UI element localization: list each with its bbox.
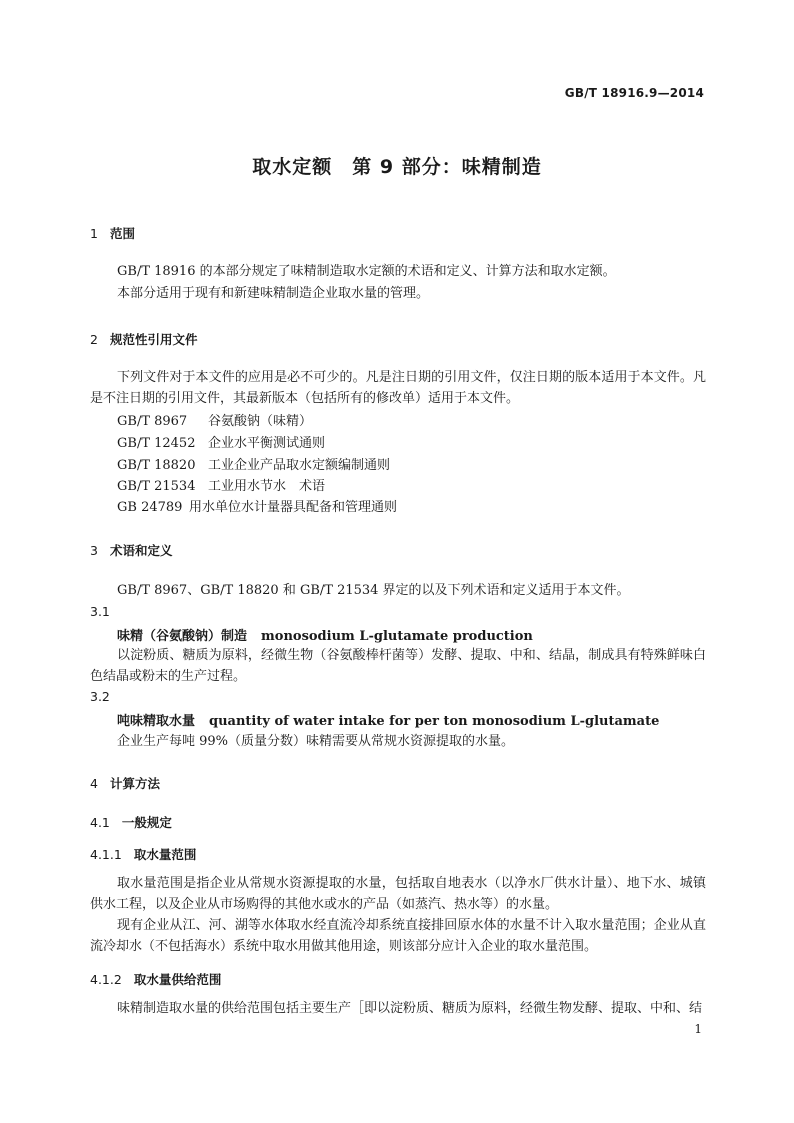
reference-code: GB/T 8967 <box>117 414 188 429</box>
section-1-heading <box>90 224 135 242</box>
section-title: 范围 <box>109 226 135 241</box>
section-title: 术语和定义 <box>109 543 173 558</box>
paragraph: 味精制造取水量的供给范围包括主要生产［即以淀粉质、糖质为原料，经微生物发酵、提取、中和、结 <box>117 1001 703 1016</box>
reference-title: 工业用水节水 术语 <box>208 479 326 494</box>
section-title: 规范性引用文件 <box>109 332 198 347</box>
document-title: 取水定额 第 9 部分：味精制造 <box>252 156 542 178</box>
page-number: 1 <box>694 1022 702 1036</box>
term-zh: 吨味精取水量 <box>117 714 196 729</box>
reference-code: GB/T 18820 <box>117 458 196 473</box>
reference-item <box>117 411 312 432</box>
section-4-heading <box>90 774 160 792</box>
subsection-4-1-heading <box>90 813 172 831</box>
reference-item <box>117 497 397 518</box>
section-title: 计算方法 <box>109 776 160 791</box>
term-heading <box>117 625 533 644</box>
reference-title: 谷氨酸钠（味精） <box>208 414 313 429</box>
subsection-4-1-2-heading <box>90 970 221 988</box>
term-number: 3.1 <box>90 604 110 619</box>
term-number: 3.2 <box>90 689 110 704</box>
term-definition: 企业生产每吨 99%（质量分数）味精需要从常规水资源提取的水量。 <box>117 734 515 749</box>
reference-item <box>117 476 325 497</box>
paragraph: 本部分适用于现有和新建味精制造企业取水量的管理。 <box>117 286 430 301</box>
reference-code: GB/T 12452 <box>117 436 196 451</box>
section-number: 1 <box>90 226 98 241</box>
reference-code: GB/T 21534 <box>117 479 196 494</box>
paragraph: 取水量范围是指企业从常规水资源提取的水量，包括取自地表水（以净水厂供水计量）、地下水、城镇供水工程，以及企业从市场购得的其他水或水的产品（如蒸汽、热水等）的水量。 <box>90 876 706 912</box>
section-title: 一般规定 <box>121 815 172 830</box>
section-number: 4 <box>90 776 98 791</box>
reference-item <box>117 455 390 476</box>
standard-code: GB/T 18916.9—2014 <box>564 86 704 100</box>
paragraph: 下列文件对于本文件的应用是必不可少的。凡是注日期的引用文件，仅注日期的版本适用于本文件。凡是不注日期的引用文件，其最新版本（包括所有的修改单）适用于本文件。 <box>90 370 706 406</box>
paragraph: GB/T 18916 的本部分规定了味精制造取水定额的术语和定义、计算方法和取水定额。 <box>117 264 616 279</box>
reference-title: 用水单位水计量器具配备和管理通则 <box>189 500 398 515</box>
paragraph: 现有企业从江、河、湖等水体取水经直流冷却系统直接排回原水体的水量不计入取水量范围；企业从直流冷却水（不包括海水）系统中取水用做其他用途，则该部分应计入企业的取水量范围。 <box>90 918 706 954</box>
section-title: 取水量供给范围 <box>133 972 222 987</box>
paragraph: GB/T 8967、GB/T 18820 和 GB/T 21534 界定的以及下列术语和定义适用于本文件。 <box>117 583 630 598</box>
reference-title: 工业企业产品取水定额编制通则 <box>208 458 391 473</box>
subsection-4-1-1-heading <box>90 845 196 863</box>
section-number: 4.1.2 <box>90 972 122 987</box>
reference-title: 企业水平衡测试通则 <box>208 436 326 451</box>
section-title: 取水量范围 <box>133 847 197 862</box>
section-number: 4.1.1 <box>90 847 122 862</box>
reference-code: GB 24789 <box>117 500 183 515</box>
section-2-heading <box>90 330 197 348</box>
section-number: 4.1 <box>90 815 110 830</box>
term-zh: 味精（谷氨酸钠）制造 <box>117 629 248 644</box>
term-en: quantity of water intake for per ton monosodium L-glutamate <box>209 714 660 729</box>
reference-item <box>117 433 325 454</box>
term-en: monosodium L-glutamate production <box>261 629 533 644</box>
section-number: 3 <box>90 543 98 558</box>
section-number: 2 <box>90 332 98 347</box>
term-definition: 以淀粉质、糖质为原料，经微生物（谷氨酸棒杆菌等）发酵、提取、中和、结晶，制成具有特殊鲜味白色结晶或粉末的生产过程。 <box>90 648 706 684</box>
term-heading <box>117 710 659 729</box>
section-3-heading <box>90 541 172 559</box>
